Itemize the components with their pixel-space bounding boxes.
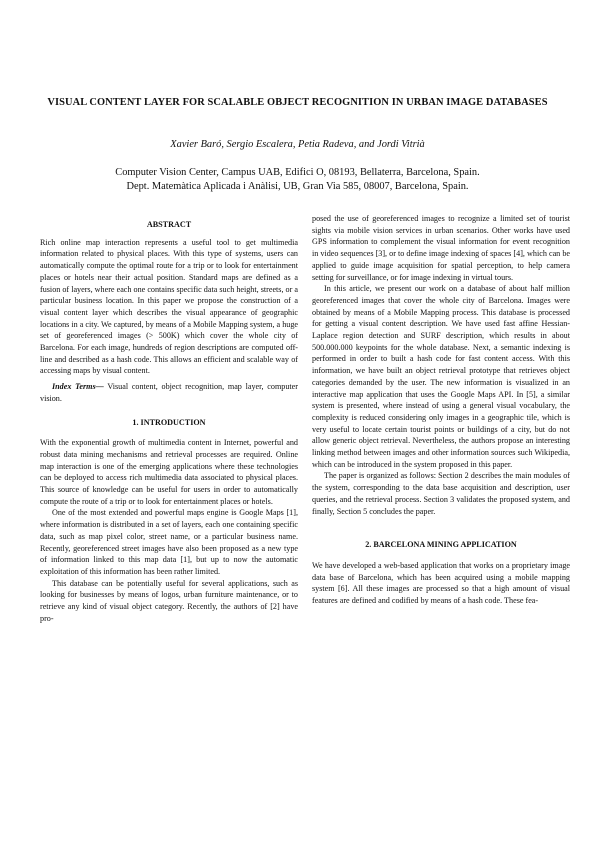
paragraph: In this article, we present our work on a database of about half million georeferenced images that cover the whole city of Barcelona. Images were obtained by means of a Mobile Mapping process. This database is processed for getting a visual content description. We have used fast affine Hessian-Laplace region detection and SURF description, which results in about 500.000.000 keypoints for the whole database. Next, a semantic indexing is performed in order to built a hash code for fast content access. With this information, we have built an object retrieval prototype that retrieves object categories demanded by the user. The new information is visualized in an interactive map application that uses the Google Maps API. In [5], a similar system is presented, where instead of using a general visual vocabulary, the complexity is reduced considering only images in a geographic tile, which is very useful to locate certain tourist points or buildings of a city, but do not allow generic object retrieval. Nevertheless, the authors propose an interesting linking method between images and other information sources such Wikipedia, which can be introduced in the system proposed in this paper. — [312, 284, 570, 469]
paragraph: With the exponential growth of multimedia content in Internet, powerful and robust data mining mechanisms and retrieval processes are required. Online map interaction is one of the emerging applications where these technologies can be deployed to access rich multimedia data associated to physical places. This source of knowledge can be useful for users in order to automatically compute the route of a trip or to look for entertainment places or hotels. — [40, 438, 298, 506]
index-terms-label: Index Terms— — [52, 382, 104, 392]
right-column — [312, 213, 570, 607]
affiliations — [40, 166, 555, 194]
index-terms-text: Visual content, object recognition, map layer, computer vision. — [40, 382, 298, 403]
author-list: Xavier Baró, Sergio Escalera, Petia Radeva, and Jordi Vitrià — [170, 139, 425, 150]
affiliation-line: Computer Vision Center, Campus UAB, Edifici O, 08193, Bellaterra, Barcelona, Spain. — [115, 167, 480, 178]
paper-title: VISUAL CONTENT LAYER FOR SCALABLE OBJECT RECOGNITION IN URBAN IMAGE DATABASES — [47, 97, 548, 108]
section-heading-introduction: 1. INTRODUCTION — [132, 417, 206, 427]
paragraph: The paper is organized as follows: Section 2 describes the main modules of the system, corresponding to the data base acquisition and description, user queries, and the retrieval process. Section 3 validates the proposed system, and finally, Section 5 concludes the paper. — [312, 471, 570, 516]
paragraph: posed the use of georeferenced images to recognize a limited set of tourist sights via mobile vision services in urban scenarios. Other works have used GPS information to complement the visual information for event recognition in video sequences [3], or to define image indexing of spaces [4], which can be applied to guide image acquisition for spatial perception, to help camera setting for surveillance, or for image indexing in virtual tours. — [312, 214, 570, 282]
paragraph: We have developed a web-based application that works on a proprietary image data base of Barcelona, which has been acquired using a mobile mapping system [6]. All these images are processed so that a high amount of visual features are defined and codified by means of a hash code. These fea- — [312, 560, 570, 606]
paragraph: This database can be potentially useful for several applications, such as looking for businesses by means of logos, urban furniture maintenance, or to retrieve any kind of visual object category. Recently, the authors of [2] have pro- — [40, 578, 298, 623]
left-column — [40, 219, 298, 625]
paragraph: One of the most extended and powerful maps engine is Google Maps [1], where information is distributed in a set of layers, each one containing specific data, such as map pixel color, street name, or a particular business name. Recently, georeferenced street images have also been proposed as a new type of information linked to this map data [1], but up to now the automatic exploitation of this information has been rather limited. — [40, 508, 298, 576]
section-heading-barcelona-mining: 2. BARCELONA MINING APPLICATION — [365, 540, 517, 550]
abstract-heading: ABSTRACT — [146, 220, 192, 229]
affiliation-line: Dept. Matemàtica Aplicada i Anàlisi, UB, Gran Via 585, 08007, Barcelona, Spain. — [126, 181, 469, 192]
index-terms — [40, 381, 298, 404]
abstract-text: Rich online map interaction represents a useful tool to get multimedia information related to physical places. With this type of systems, users can automatically compute the optimal route for a trip or to look for entertainment places or hotels near their actual position. Standard maps are defined as a fusion of layers, where each one contains specific data such height, streets, or a particular business location. In this paper we propose the construction of a visual content layer which describes the visual appearance of geographic locations in a city. We captured, by means of a Mobile Mapping system, a huge set of georeferenced images (> 500K) which cover the whole city of Barcelona. For each image, hundreds of region descriptions are computed off-line and described as a hash code. This allows an efficient and scalable way of accessing maps by visual content. — [40, 237, 298, 376]
